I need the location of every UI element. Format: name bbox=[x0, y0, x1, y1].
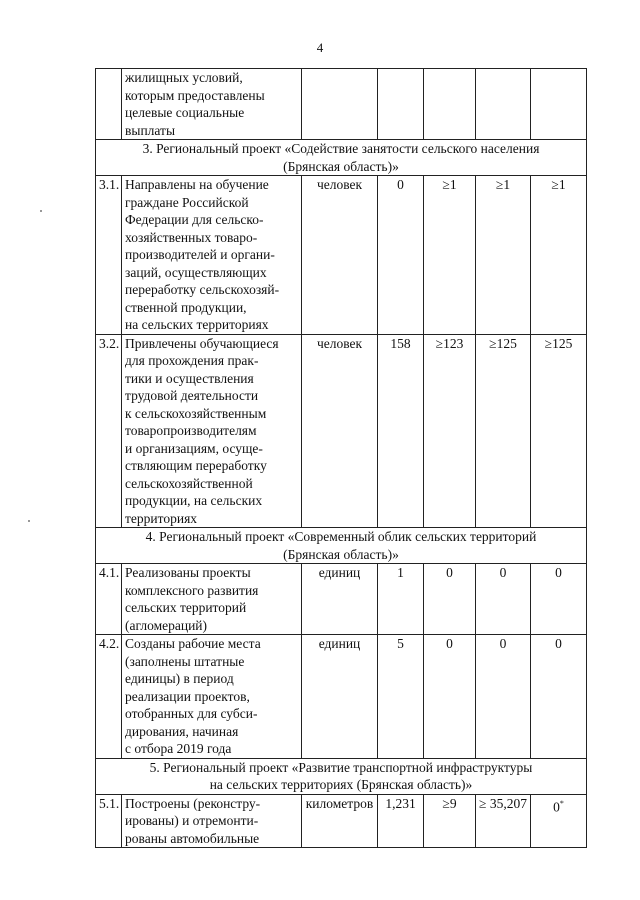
value-year-1: ≥123 bbox=[424, 334, 476, 528]
value-year-3: 0 bbox=[531, 564, 587, 635]
section-title: 3. Региональный проект «Содействие занятости сельского населения bbox=[142, 141, 540, 156]
table-row bbox=[96, 635, 587, 759]
value-base: 1,231 bbox=[378, 794, 424, 848]
value-base: 0 bbox=[378, 176, 424, 335]
row-unit: единиц bbox=[302, 635, 378, 759]
row-unit: километров bbox=[302, 794, 378, 848]
table-row bbox=[96, 794, 587, 848]
indicators-table bbox=[95, 68, 587, 848]
row-number: 5.1. bbox=[96, 794, 122, 848]
table-row bbox=[96, 176, 587, 335]
value-year-1: ≥1 bbox=[424, 176, 476, 335]
footnote-marker: * bbox=[559, 798, 564, 808]
value-year-2: 0 bbox=[476, 635, 531, 759]
value-year-1: ≥9 bbox=[424, 794, 476, 848]
scan-speck bbox=[28, 520, 30, 522]
value-year-2: ≥125 bbox=[476, 334, 531, 528]
section-title-cont: на сельских территориях (Брянская область)» bbox=[209, 777, 473, 792]
value-year-3: 0 bbox=[531, 635, 587, 759]
table-row bbox=[96, 334, 587, 528]
section-header-row bbox=[96, 528, 587, 564]
section-title: 4. Региональный проект «Современный облик сельских территорий bbox=[145, 529, 537, 544]
value-year-1: 0 bbox=[424, 564, 476, 635]
scan-speck bbox=[40, 210, 42, 212]
row-unit: единиц bbox=[302, 564, 378, 635]
row-description: Направлены на обучение граждане Российской Федерации для сельско- хозяйственных товаро- производителей и органи- заций, осуществляющих переработку сельскохозяй- ственной продукции, на сельских территориях bbox=[125, 177, 280, 332]
section-title-cont: (Брянская область)» bbox=[283, 546, 399, 562]
section-title: 5. Региональный проект «Развитие транспортной инфраструктуры bbox=[149, 759, 533, 775]
value-base: 1 bbox=[378, 564, 424, 635]
row-unit: человек bbox=[302, 334, 378, 528]
value-year-3: ≥125 bbox=[531, 334, 587, 528]
row-description: Реализованы проекты комплексного развития сельских территорий (агломераций) bbox=[125, 565, 259, 633]
value-year-2: 0 bbox=[476, 564, 531, 635]
row-number: 4.2. bbox=[96, 635, 122, 759]
row-description: Построены (реконстру- ированы) и отремонти- рованы автомобильные bbox=[125, 795, 261, 846]
row-number: 4.1. bbox=[96, 564, 122, 635]
value-year-3-number: 0 bbox=[553, 799, 560, 814]
table-row bbox=[96, 69, 587, 140]
value-year-1: 0 bbox=[424, 635, 476, 759]
section-title-cont: (Брянская область)» bbox=[283, 158, 399, 174]
row-description: Привлечены обучающиеся для прохождения прак- тики и осуществления трудовой деятельности к сельскохозяйственным товаропроизводителям и организациям, осуще- ствляющим переработку сельскохозяйственной продукции, на сельских территориях bbox=[125, 335, 279, 526]
row-description: жилищных условий, которым предоставлены целевые социальные выплаты bbox=[125, 70, 265, 138]
value-year-2: ≥ 35,207 bbox=[476, 794, 531, 848]
value-year-3: ≥1 bbox=[531, 176, 587, 335]
section-header-row bbox=[96, 758, 587, 794]
row-number: 3.1. bbox=[96, 176, 122, 335]
value-year-3 bbox=[531, 794, 587, 848]
section-header-row bbox=[96, 140, 587, 176]
value-base: 5 bbox=[378, 635, 424, 759]
page-number: 4 bbox=[316, 40, 324, 55]
row-number: 3.2. bbox=[96, 334, 122, 528]
row-unit: человек bbox=[302, 176, 378, 335]
value-year-2: ≥1 bbox=[476, 176, 531, 335]
value-base: 158 bbox=[378, 334, 424, 528]
row-description: Созданы рабочие места (заполнены штатные единицы) в период реализации проектов, отобранных для субси- дирования, начиная с отбора 2019 года bbox=[125, 636, 261, 756]
table-row bbox=[96, 564, 587, 635]
